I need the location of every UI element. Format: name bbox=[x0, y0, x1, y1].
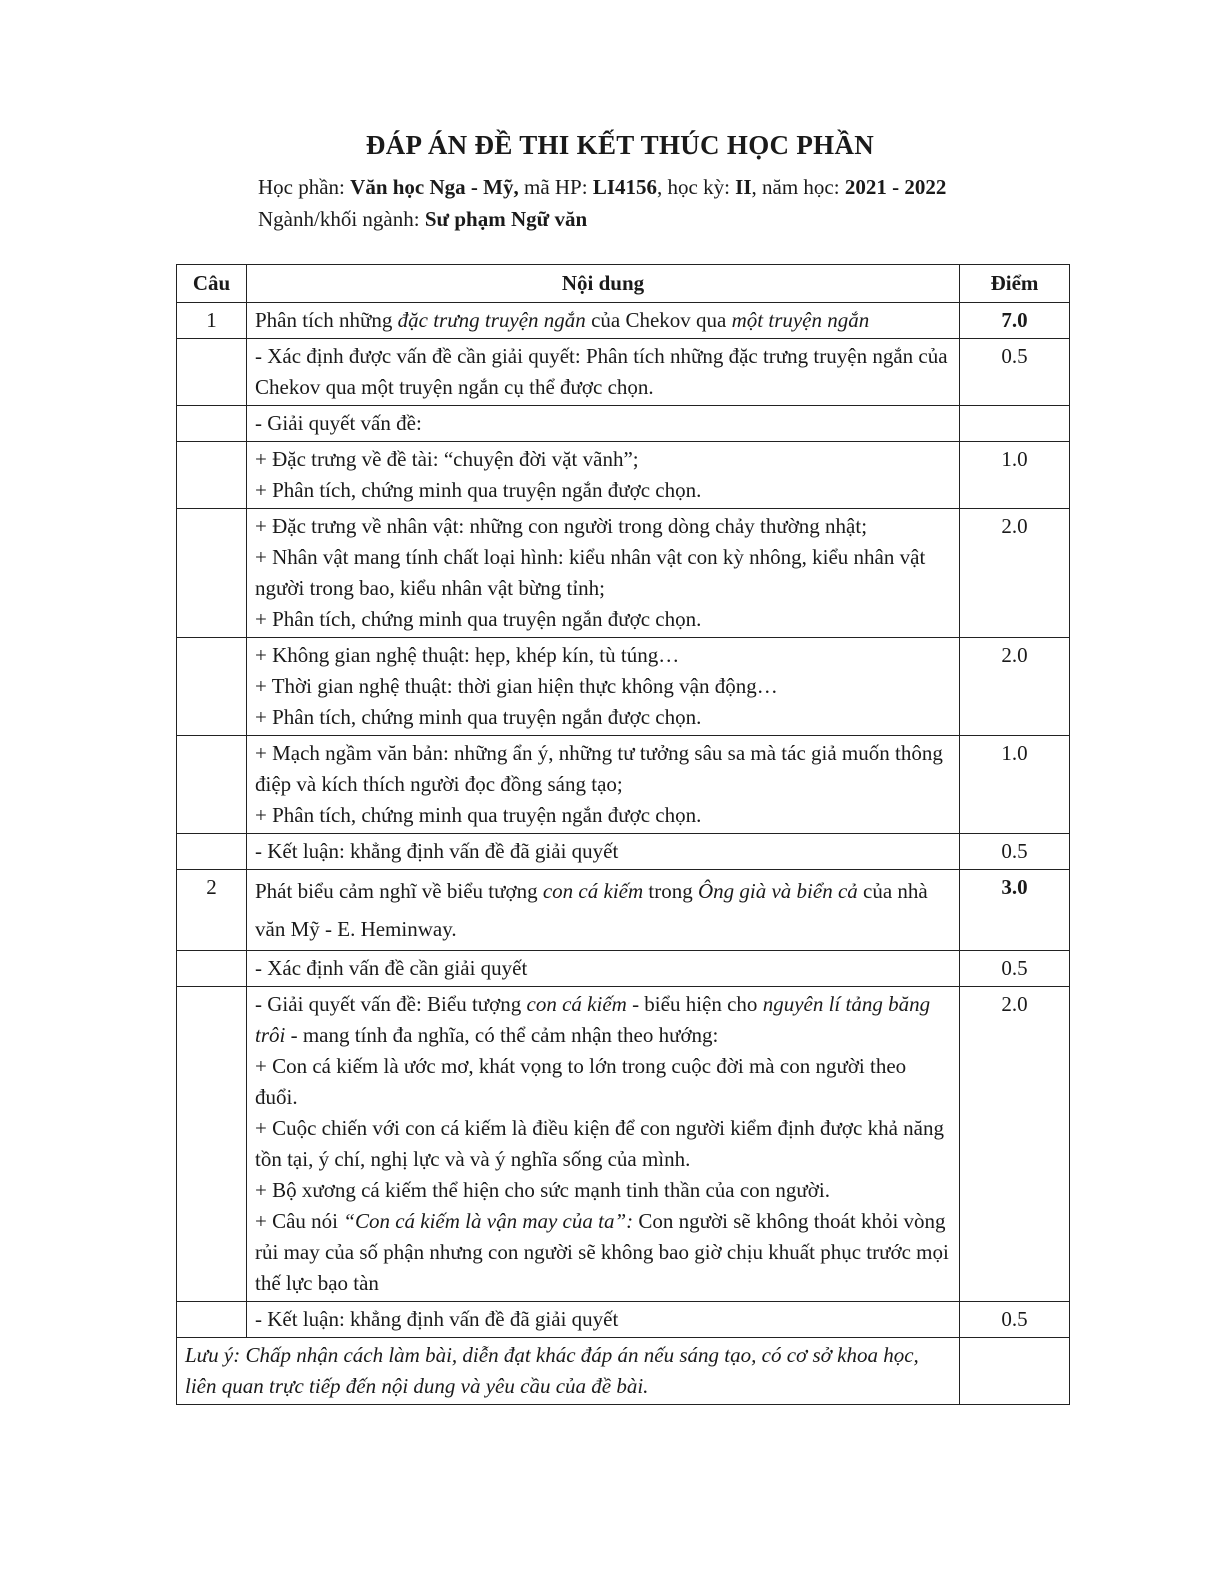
course-value: Văn học Nga - Mỹ, bbox=[350, 175, 519, 199]
content-line: - Giải quyết vấn đề: bbox=[255, 411, 422, 435]
table-row bbox=[177, 736, 1070, 834]
content-cell bbox=[247, 339, 960, 406]
note-row bbox=[177, 1338, 1070, 1405]
question-number-spacer bbox=[177, 834, 247, 870]
content-cell bbox=[247, 736, 960, 834]
score-cell: 3.0 bbox=[960, 870, 1070, 951]
course-label: Học phần: bbox=[258, 175, 351, 199]
table-row bbox=[177, 870, 1070, 951]
question-number-spacer bbox=[177, 638, 247, 736]
content-cell: - Xác định vấn đề cần giải quyết bbox=[247, 951, 960, 987]
inline-italic: “Con cá kiếm là vận may của ta”: bbox=[343, 1209, 634, 1233]
question-number: 2 bbox=[177, 870, 247, 951]
question-number-spacer bbox=[177, 951, 247, 987]
content-line: + Nhân vật mang tính chất loại hình: kiểu nhân vật con kỳ nhông, kiểu nhân vật người trong bao, kiểu nhân vật bừng tỉnh; bbox=[255, 545, 926, 600]
question-number-spacer bbox=[177, 987, 247, 1302]
content-line: + Đặc trưng về nhân vật: những con người trong dòng chảy thường nhật; bbox=[255, 514, 868, 538]
header-content: Nội dung bbox=[247, 265, 960, 303]
question-number-spacer bbox=[177, 1302, 247, 1338]
score-cell: 0.5 bbox=[960, 834, 1070, 870]
year-value: 2021 - 2022 bbox=[844, 175, 947, 199]
table-row bbox=[177, 638, 1070, 736]
content-line bbox=[255, 1206, 951, 1299]
content-line: + Con cá kiếm là ước mơ, khát vọng to lớn trong cuộc đời mà con người theo đuổi. bbox=[255, 1054, 907, 1109]
score-cell: 2.0 bbox=[960, 509, 1070, 638]
content-line: + Phân tích, chứng minh qua truyện ngắn được chọn. bbox=[255, 705, 702, 729]
semester-value: II bbox=[735, 175, 752, 199]
question-number-spacer bbox=[177, 736, 247, 834]
content-cell bbox=[247, 987, 960, 1302]
title-italic: con cá kiếm bbox=[542, 879, 644, 903]
inline-text: + Câu nói bbox=[255, 1209, 344, 1233]
score-cell: 2.0 bbox=[960, 638, 1070, 736]
major-value: Sư phạm Ngữ văn bbox=[424, 207, 588, 231]
answer-table bbox=[176, 264, 1070, 1405]
table-row bbox=[177, 442, 1070, 509]
score-cell: 0.5 bbox=[960, 339, 1070, 406]
content-line: - Xác định được vấn đề cần giải quyết: Phân tích những đặc trưng truyện ngắn của Chekov qua một truyện ngắn cụ thể được chọn. bbox=[255, 344, 948, 399]
score-cell: 1.0 bbox=[960, 442, 1070, 509]
title-italic: Ông già và biển cả bbox=[697, 879, 858, 903]
title-italic: một truyện ngắn bbox=[731, 308, 870, 332]
content-line bbox=[255, 989, 951, 1051]
table-row bbox=[177, 951, 1070, 987]
content-cell bbox=[247, 834, 960, 870]
title-text: trong bbox=[643, 879, 698, 903]
content-cell bbox=[247, 406, 960, 442]
table-header-row bbox=[177, 265, 1070, 303]
major-info-line bbox=[258, 207, 587, 232]
table-row bbox=[177, 834, 1070, 870]
score-cell: 2.0 bbox=[960, 987, 1070, 1302]
content-line: - Kết luận: khẳng định vấn đề đã giải quyết bbox=[255, 839, 619, 863]
content-cell bbox=[247, 509, 960, 638]
score-cell: 0.5 bbox=[960, 1302, 1070, 1338]
table-row bbox=[177, 303, 1070, 339]
note-score-cell bbox=[960, 1338, 1070, 1405]
code-label: mã HP: bbox=[518, 175, 593, 199]
title-text: của nhà văn Mỹ - E. Heminway. bbox=[255, 879, 928, 941]
score-cell: 0.5 bbox=[960, 951, 1070, 987]
inline-text: Con người sẽ không thoát khỏi vòng rủi may của số phận nhưng con người sẽ không bao giờ chịu khuất phục trước mọi thế lực bạo tàn bbox=[255, 1209, 949, 1295]
title-text: của Chekov qua bbox=[585, 308, 732, 332]
table-row bbox=[177, 1302, 1070, 1338]
score-cell: 7.0 bbox=[960, 303, 1070, 339]
content-cell bbox=[247, 638, 960, 736]
content-line: + Bộ xương cá kiếm thể hiện cho sức mạnh tinh thần của con người. bbox=[255, 1178, 830, 1202]
inline-italic: nguyên lí tảng băng trôi bbox=[255, 992, 931, 1047]
question-number-spacer bbox=[177, 442, 247, 509]
question-number: 1 bbox=[177, 303, 247, 339]
title-italic: đặc trưng truyện ngắn bbox=[397, 308, 586, 332]
question-title bbox=[247, 870, 960, 951]
score-cell: 1.0 bbox=[960, 736, 1070, 834]
note-text: Lưu ý: Chấp nhận cách làm bài, diễn đạt khác đáp án nếu sáng tạo, có cơ sở khoa học, liên quan trực tiếp đến nội dung và yêu cầu của đề bài. bbox=[177, 1338, 960, 1405]
content-cell bbox=[247, 442, 960, 509]
year-label: , năm học: bbox=[751, 175, 845, 199]
page-title: ĐÁP ÁN ĐỀ THI KẾT THÚC HỌC PHẦN bbox=[365, 130, 875, 160]
inline-text: - mang tính đa nghĩa, có thể cảm nhận theo hướng: bbox=[285, 1023, 719, 1047]
code-value: LI4156 bbox=[592, 175, 658, 199]
table-row bbox=[177, 509, 1070, 638]
table-row bbox=[177, 406, 1070, 442]
major-label: Ngành/khối ngành: bbox=[258, 207, 425, 231]
content-line: + Không gian nghệ thuật: hẹp, khép kín, tù túng… bbox=[255, 643, 680, 667]
content-line: + Thời gian nghệ thuật: thời gian hiện thực không vận động… bbox=[255, 674, 778, 698]
header-score: Điểm bbox=[960, 265, 1070, 303]
inline-text: - Giải quyết vấn đề: Biểu tượng bbox=[255, 992, 527, 1016]
content-cell: - Kết luận: khẳng định vấn đề đã giải quyết bbox=[247, 1302, 960, 1338]
inline-text: - biểu hiện cho bbox=[626, 992, 763, 1016]
content-line: + Cuộc chiến với con cá kiếm là điều kiện để con người kiểm định được khả năng tồn tại, ý chí, nghị lực và và ý nghĩa sống của mình. bbox=[255, 1116, 944, 1171]
content-line: + Phân tích, chứng minh qua truyện ngắn được chọn. bbox=[255, 478, 702, 502]
table-row bbox=[177, 339, 1070, 406]
question-number-spacer bbox=[177, 406, 247, 442]
content-line: + Mạch ngầm văn bản: những ẩn ý, những tư tưởng sâu sa mà tác giả muốn thông điệp và kích thích người đọc đồng sáng tạo; bbox=[255, 741, 943, 796]
content-line: + Phân tích, chứng minh qua truyện ngắn được chọn. bbox=[255, 607, 702, 631]
content-line: + Đặc trưng về đề tài: “chuyện đời vặt vãnh”; bbox=[255, 447, 639, 471]
header-cau: Câu bbox=[177, 265, 247, 303]
question-title bbox=[247, 303, 960, 339]
course-info-line bbox=[258, 175, 946, 200]
title-text: Phát biểu cảm nghĩ về biểu tượng bbox=[255, 879, 543, 903]
semester-label: , học kỳ: bbox=[657, 175, 736, 199]
question-number-spacer bbox=[177, 509, 247, 638]
content-line: + Phân tích, chứng minh qua truyện ngắn được chọn. bbox=[255, 803, 702, 827]
question-number-spacer bbox=[177, 339, 247, 406]
score-cell bbox=[960, 406, 1070, 442]
table-row bbox=[177, 987, 1070, 1302]
inline-italic: con cá kiếm bbox=[526, 992, 627, 1016]
title-text: Phân tích những bbox=[255, 308, 398, 332]
